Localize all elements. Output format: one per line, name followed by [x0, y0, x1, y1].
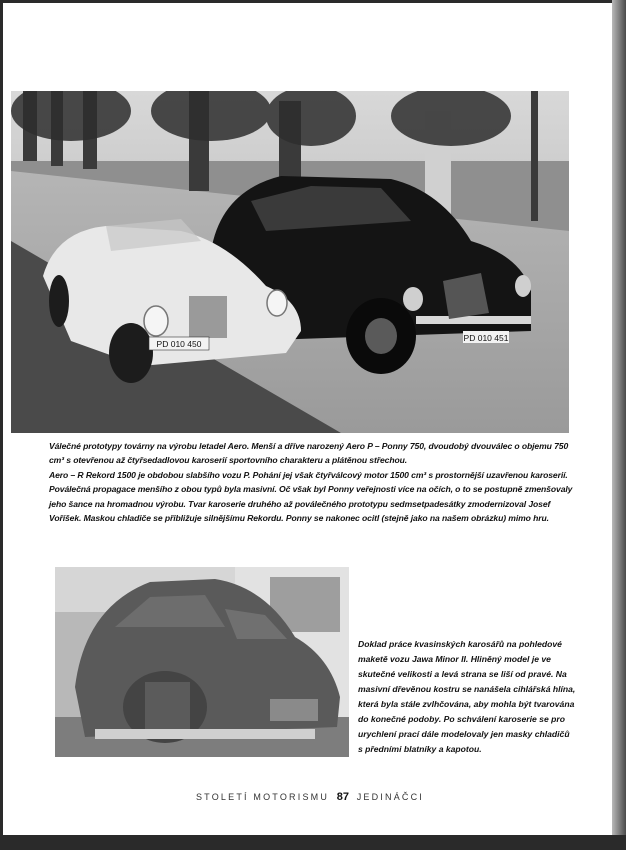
- photo-jawa-clay-model-image: [55, 567, 349, 757]
- footer-section: JEDINÁČCI: [356, 792, 425, 802]
- page-edge-bottom: [0, 835, 626, 850]
- photo-jawa-clay-model: [55, 567, 349, 757]
- page-number: 87: [336, 791, 349, 803]
- plate-left: PD 010 450: [156, 339, 202, 349]
- caption-top: [49, 439, 574, 525]
- plate-right: PD 010 451: [463, 333, 509, 343]
- photo-aero-prototypes: [11, 91, 569, 433]
- page-edge-right: [612, 0, 626, 850]
- caption-top-paragraph: Aero – R Rekord 1500 je obdobou slabšího vozu P. Pohání jej však čtyřválcový motor 1500 cm³ s prostornější uzavřenou karoserií.: [49, 469, 568, 480]
- footer-title: STOLETÍ MOTORISMU: [195, 792, 330, 802]
- caption-top-paragraph: Poválečná propagace menšího z obou typů byla masivní. Oč však byl Ponny veřejnosti více na očích, o to se postupně zmenšovaly jeho šance na hromadnou výrobu. Tvar karoserie druhého až poválečného prototypu sedmsetpadesátky zmodernizoval Josef Voříšek. Maskou chladiče se přibližuje silnějšímu Rekordu. Ponny se nakonec ocitl (stejně jako na našem obrázku) mimo hru.: [49, 484, 573, 524]
- photo-aero-prototypes-image: [11, 91, 569, 433]
- caption-bottom: Doklad práce kvasinských karosářů na pohledové maketě vozu Jawa Minor II. Hliněný model je ve skutečné velikosti a levá strana se liší od pravé. Na masivní dřevěnou kostru se nanášela cihlářská hlína, která byla stále zvlhčována, aby mohla být tvarována do konečné podoby. Po schválení karoserie se pro urychlení prací dále modelovaly jen masky chladičů s předními blatníky a kapotou.: [358, 639, 576, 754]
- magazine-page: [3, 3, 617, 837]
- caption-top-paragraph: Válečné prototypy továrny na výrobu letadel Aero. Menší a dříve narozený Aero P – Ponny 750, dvoudobý dvouválec o objemu 750 cm³ s otevřenou až čtyřsedadlovou karoserií sportovního charakteru a plátěnou střechou.: [49, 441, 569, 466]
- page-footer: [3, 791, 617, 803]
